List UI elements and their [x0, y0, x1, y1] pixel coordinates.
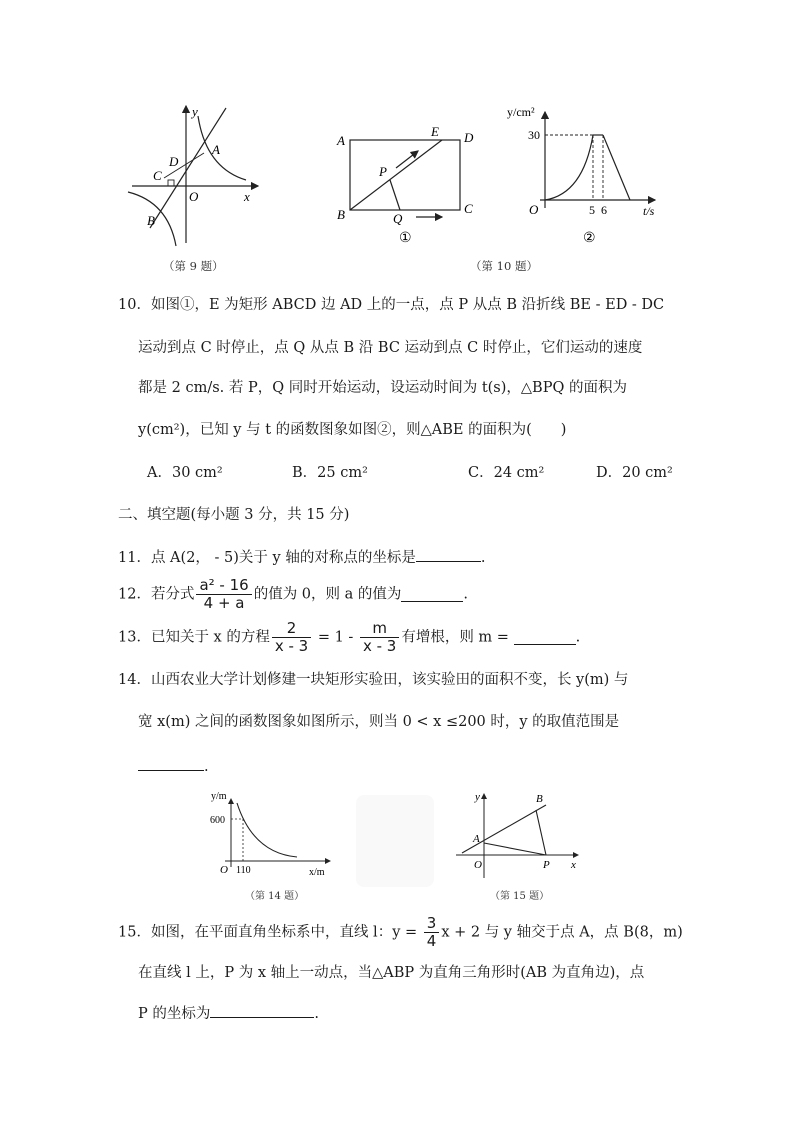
label-a: A — [212, 142, 220, 157]
figure-10-panel-2 — [505, 98, 665, 248]
q13-fraction-2 — [360, 620, 399, 655]
label-y: y — [192, 104, 198, 119]
label-600: 600 — [210, 815, 225, 826]
figure-14 — [205, 785, 335, 880]
q15-line-1 — [118, 915, 683, 950]
label-q: Q — [393, 211, 403, 226]
segment-bp — [536, 810, 546, 855]
label-o: O — [529, 202, 539, 217]
q11-answer-blank[interactable] — [416, 547, 481, 562]
q13-post: 有增根，则 m = — [401, 629, 514, 646]
label-o: O — [220, 864, 228, 876]
q13-end: . — [575, 629, 581, 646]
q15-end: . — [314, 1006, 319, 1022]
q13 — [118, 620, 580, 655]
q12-end: . — [463, 586, 469, 603]
q14-line-2: 宽 x(m) 之间的函数图象如图所示，则当 0 < x ≤200 时，y 的取值范围是 — [138, 714, 620, 730]
label-xlabel: x/m — [309, 867, 325, 878]
label-a: A — [473, 833, 480, 845]
hyperbola-branch-1 — [198, 116, 246, 180]
q15-answer-blank[interactable] — [210, 1003, 314, 1018]
label-6: 6 — [601, 203, 607, 217]
q10-option-c: C．24 cm² — [468, 465, 545, 481]
label-d: D — [464, 130, 474, 145]
q12-fraction — [196, 577, 251, 612]
q15-denominator: 4 — [426, 932, 437, 950]
label-b: B — [147, 213, 155, 228]
label-tlabel: t/s — [643, 204, 655, 218]
watermark-stamp — [356, 795, 434, 887]
figure-15-caption: （第 15 题） — [490, 891, 550, 902]
curve-rising — [545, 135, 593, 200]
right-angle-mark — [168, 180, 174, 186]
panel-2-label: ② — [583, 231, 596, 246]
label-a: A — [337, 133, 345, 148]
label-5: 5 — [589, 203, 595, 217]
label-x: x — [571, 859, 576, 871]
q11 — [118, 547, 485, 568]
q10-option-d: D．20 cm² — [596, 465, 673, 481]
label-o: O — [189, 189, 199, 204]
q11-end: . — [480, 550, 486, 566]
q15-line-2: 在直线 l 上，P 为 x 轴上一动点，当△ABP 为直角三角形时(AB 为直角边)，点 — [138, 965, 645, 981]
q15-line-3 — [138, 1003, 319, 1024]
q14-answer-blank[interactable] — [138, 756, 204, 771]
q10-line-4: y(cm²)，已知 y 与 t 的函数图象如图②，则△ABE 的面积为( ) — [138, 422, 567, 438]
label-y: y — [475, 791, 480, 803]
figure-10-caption: （第 10 题） — [470, 259, 538, 273]
label-b: B — [337, 207, 345, 222]
figure-9 — [120, 98, 270, 248]
q10-line-3: 都是 2 cm/s. 若 P，Q 同时开始运动，设运动时间为 t(s)，△BPQ 的面积为 — [138, 380, 627, 396]
q15-fraction — [424, 915, 440, 950]
arrow-p-direction — [396, 151, 418, 168]
figure-10-panel-1 — [330, 118, 485, 248]
q13-numerator-1: 2 — [272, 620, 311, 638]
label-c: C — [464, 201, 473, 216]
label-110: 110 — [236, 865, 251, 876]
q15-line-3-text: P 的坐标为 — [138, 1006, 211, 1022]
q15-numerator: 3 — [424, 915, 440, 933]
figure-9-caption: （第 9 题） — [163, 259, 224, 273]
figure-14-caption: （第 14 题） — [245, 891, 305, 902]
q14-line-1: 14．山西农业大学计划修建一块矩形实验田，该实验田的面积不变，长 y(m) 与 — [118, 672, 629, 688]
label-ylabel: y/cm² — [507, 105, 535, 119]
q14-end: . — [204, 759, 209, 775]
segment-falling — [603, 135, 630, 200]
q12-answer-blank[interactable] — [401, 587, 463, 602]
q13-fraction-1 — [272, 620, 311, 655]
label-d: D — [169, 154, 179, 169]
q15-post: x + 2 与 y 轴交于点 A，点 B(8，m) — [441, 924, 683, 941]
q15-pre: 15．如图，在平面直角坐标系中，直线 l：y = — [118, 924, 422, 941]
q10-line-1: 10．如图①，E 为矩形 ABCD 边 AD 上的一点，点 P 从点 B 沿折线 BE - ED - DC — [118, 297, 665, 313]
label-e: E — [431, 124, 439, 139]
q12-pre: 12．若分式 — [118, 586, 195, 603]
label-b: B — [536, 793, 543, 805]
q13-numerator-2: m — [360, 620, 399, 638]
segment-ap — [484, 843, 546, 855]
q13-denominator-1: x - 3 — [274, 637, 309, 655]
panel-1-label: ① — [399, 231, 412, 246]
q12 — [118, 577, 468, 612]
rectangle-abcd — [350, 140, 460, 210]
q11-text: 11．点 A(2， - 5)关于 y 轴的对称点的坐标是 — [118, 550, 416, 566]
q12-denominator: 4 + a — [203, 594, 245, 612]
label-c: C — [153, 168, 162, 183]
q10-option-b: B．25 cm² — [292, 465, 368, 481]
q10-option-a: A．30 cm² — [147, 465, 223, 481]
q13-answer-blank[interactable] — [514, 630, 576, 645]
label-30: 30 — [528, 128, 540, 142]
section-2-title: 二、填空题(每小题 3 分，共 15 分) — [118, 507, 350, 523]
label-ylabel: y/m — [211, 791, 227, 802]
q13-pre: 13．已知关于 x 的方程 — [118, 629, 270, 646]
q12-numerator: a² - 16 — [196, 577, 251, 595]
figure-15 — [450, 788, 585, 883]
label-x: x — [244, 189, 250, 204]
q10-line-2: 运动到点 C 时停止，点 Q 从点 B 沿 BC 运动到点 C 时停止，它们运动的速度 — [138, 340, 643, 356]
label-o: O — [474, 859, 482, 871]
line-l — [462, 805, 546, 853]
q13-mid: = 1 - — [313, 629, 358, 646]
segment-pq — [390, 180, 400, 210]
label-p: P — [543, 859, 550, 871]
inverse-curve — [237, 803, 297, 857]
q13-denominator-2: x - 3 — [362, 637, 397, 655]
q12-post: 的值为 0，则 a 的值为 — [253, 586, 402, 603]
label-p: P — [379, 164, 387, 179]
q14-line-3 — [138, 756, 209, 777]
